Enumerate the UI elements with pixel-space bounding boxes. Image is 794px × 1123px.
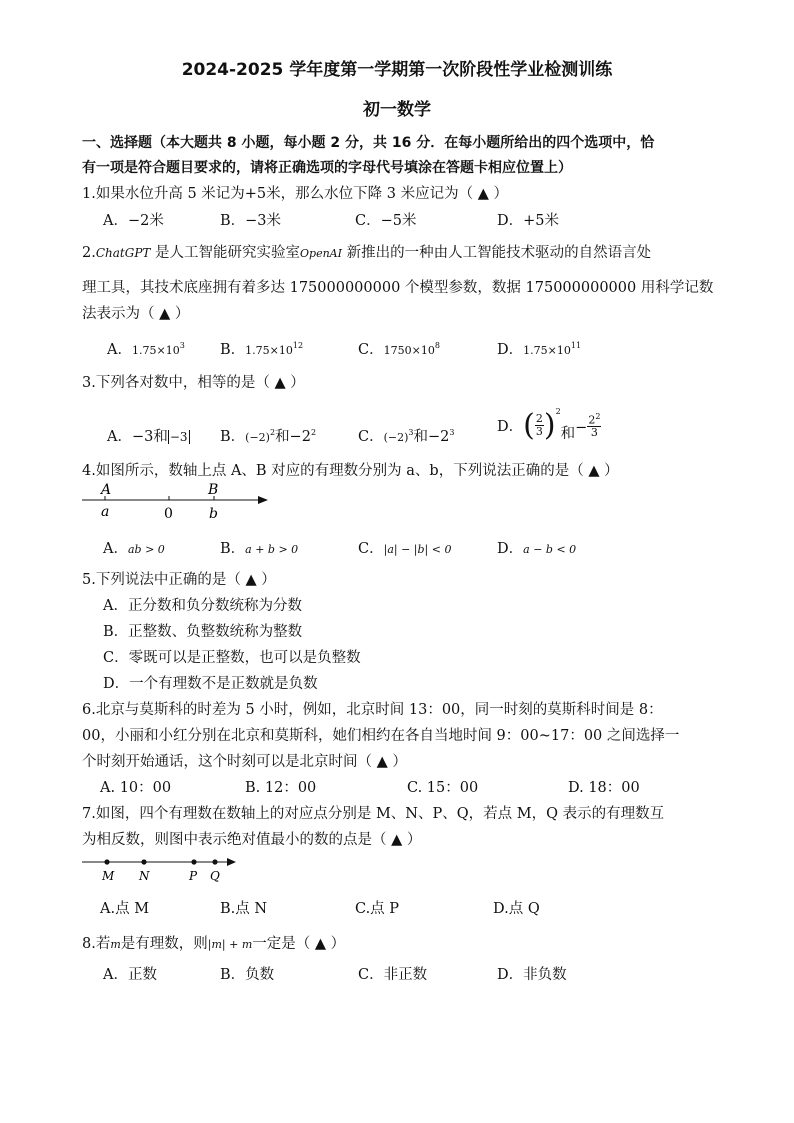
q4-option-c	[358, 537, 451, 558]
q8-option-c: C．非正数	[358, 967, 428, 983]
q2-option-c-exponent: 8	[434, 341, 440, 351]
question-3-stem: 3.下列各对数中，相等的是（ ▲ ）	[82, 375, 305, 391]
q7-option-b: B.点 N	[220, 901, 268, 917]
q4-label-zero: 0	[164, 506, 173, 522]
q4-option-c-label: C．	[358, 541, 384, 557]
q5-option-a: A．正分数和负分数统称为分数	[103, 598, 302, 614]
q5-option-d: D．一个有理数不是正数就是负数	[103, 676, 318, 692]
q6-option-c: C. 15：00	[407, 780, 479, 796]
q7-point-M	[104, 859, 109, 864]
q6-option-a: A. 10：00	[100, 780, 172, 796]
q3-option-d-and: 和	[560, 425, 576, 442]
q2-option-b-label: B．	[220, 342, 246, 358]
q2-option-a-exponent: 3	[179, 341, 185, 351]
q3-option-d	[497, 405, 601, 445]
q2-option-a-mantissa: 1.75×10	[131, 344, 180, 357]
q3-option-d-den: 3	[535, 424, 543, 438]
question-8-stem	[82, 932, 345, 953]
question-4-stem: 4.如图所示，数轴上点 A、B 对应的有理数分别为 a、b，下列说法正确的是（ ▲ ）	[82, 463, 619, 479]
q3-option-d-exp: 2	[555, 407, 561, 416]
q7-point-P	[191, 859, 196, 864]
q3-option-d-fraction2	[587, 411, 601, 440]
question-7-line2: 为相反数，则图中表示绝对值最小的数的点是（ ▲ ）	[82, 832, 422, 848]
q6-option-d: D. 18：00	[568, 780, 640, 796]
question-6-line1: 6.北京与莫斯科的时差为 5 小时，例如，北京时间 13：00，同一时刻的莫斯科时间是 8：	[82, 702, 663, 718]
q3-option-d-num2-wrap	[587, 411, 601, 428]
q3-option-d-num2-exp: 2	[595, 411, 601, 421]
q7-point-N	[141, 859, 146, 864]
q2-option-c-mantissa: 1750×10	[383, 344, 435, 357]
q5-option-c: C．零既可以是正整数，也可以是负整数	[103, 650, 361, 666]
q2-option-b-mantissa: 1.75×10	[245, 344, 293, 357]
q2-option-c-label: C．	[358, 342, 384, 358]
q3-option-c-exp: 3	[408, 428, 414, 438]
q8-option-b: B．负数	[220, 967, 275, 983]
q3-option-c-exp2: 3	[449, 428, 455, 438]
question-7-line1: 7.如图，四个有理数在数轴上的对应点分别是 M、N、P、Q，若点 M，Q 表示的有理数互	[82, 806, 665, 822]
q3-option-b-exp2: 2	[310, 428, 317, 438]
q3-option-a	[107, 425, 190, 446]
q8-variable-m: m	[110, 938, 121, 951]
q2-number: 2.	[82, 245, 96, 261]
q1-option-c: C．−5米	[355, 213, 417, 229]
q4-option-d-label: D．	[497, 541, 524, 557]
q3-option-a-abs: −3	[169, 430, 188, 444]
q4-option-a-expr: ab > 0	[127, 543, 165, 556]
q4-option-b	[220, 537, 298, 558]
q7-number-line	[78, 852, 248, 886]
q2-option-a	[107, 338, 185, 359]
q2-option-b	[220, 338, 303, 359]
section-heading-line1: 一、选择题（本大题共 8 小题，每小题 2 分，共 16 分．在每小题所给出的四个选项中，恰	[82, 135, 655, 151]
page-subtitle: 初一数学	[363, 100, 431, 120]
q4-option-c-expr: |a| − |b| < 0	[383, 543, 452, 556]
q4-number-line	[78, 478, 278, 524]
q1-option-b: B．−3米	[220, 213, 282, 229]
question-5-stem: 5.下列说法中正确的是（ ▲ ）	[82, 572, 276, 588]
q4-option-a-label: A．	[103, 541, 128, 557]
q3-option-d-label: D．	[497, 418, 524, 435]
q8-option-d: D．非负数	[497, 967, 567, 983]
q3-option-a-label: A．	[107, 429, 132, 445]
question-2-line1	[82, 241, 651, 262]
q6-option-b: B. 12：00	[245, 780, 317, 796]
q2-option-d	[497, 338, 581, 359]
q4-option-b-label: B．	[220, 541, 246, 557]
question-6-line3: 个时刻开始通话，这个时刻可以是北京时间（ ▲ ）	[82, 754, 407, 770]
q7-label-P: P	[189, 869, 198, 883]
q3-option-d-lparen: (	[523, 407, 535, 443]
q8-expression: |m| + m	[207, 938, 253, 951]
q2-option-d-mantissa: 1.75×10	[523, 344, 571, 357]
q3-option-b-and: 和−2	[275, 429, 311, 445]
q4-label-a: a	[101, 504, 110, 520]
q3-option-c	[358, 425, 454, 446]
q3-option-b-exp: 2	[269, 428, 276, 438]
question-6-line2: 00，小丽和小红分别在北京和莫斯科，她们相约在各自当地时间 9：00~17：00 之间选择一	[82, 728, 680, 744]
q3-option-d-num2: 2	[588, 413, 596, 427]
q3-option-c-and: 和−2	[413, 429, 450, 445]
q8-pre: 8.若	[82, 936, 111, 952]
q3-option-d-num: 2	[535, 411, 543, 425]
q2-option-b-exponent: 12	[292, 341, 304, 351]
q5-option-b: B．正整数、负整数统称为整数	[103, 624, 303, 640]
q7-option-a: A.点 M	[100, 901, 150, 917]
q7-option-d: D.点 Q	[493, 901, 540, 917]
q3-option-b-base: (−2)	[245, 431, 270, 444]
q4-option-b-expr: a + b > 0	[245, 543, 299, 556]
q2-stem-mid: 是人工智能研究实验室	[150, 245, 301, 261]
q7-label-M: M	[102, 869, 115, 883]
q7-axis-arrow	[227, 858, 236, 866]
section-heading-line2: 有一项是符合题目要求的，请将正确选项的字母代号填涂在答题卡相应位置上）	[82, 160, 572, 176]
q3-option-c-label: C．	[358, 429, 384, 445]
page-title: 2024-2025 学年度第一学期第一次阶段性学业检测训练	[181, 60, 613, 80]
question-2-line3: 法表示为（ ▲ ）	[82, 306, 190, 322]
q4-label-B: B	[208, 482, 219, 498]
q2-option-d-label: D．	[497, 342, 524, 358]
q4-option-d-expr: a − b < 0	[523, 543, 577, 556]
q2-openai: OpenAI	[300, 247, 342, 260]
q2-option-a-label: A．	[107, 342, 132, 358]
q7-option-c: C.点 P	[355, 901, 400, 917]
question-1-stem: 1.如果水位升高 5 米记为+5米，那么水位下降 3 米应记为（ ▲ ）	[82, 186, 508, 202]
q2-stem-post: 新推出的一种由人工智能技术驱动的自然语言处	[341, 245, 652, 261]
q2-option-d-exponent: 11	[570, 341, 582, 351]
question-2-line2: 理工具，其技术底座拥有着多达 175000000000 个模型参数，数据 175000000000 用科学记数	[82, 280, 714, 296]
q8-post: 一定是（ ▲ ）	[252, 936, 346, 952]
q4-label-b: b	[209, 506, 218, 522]
q1-option-d: D．+5米	[497, 213, 560, 229]
q3-option-a-left: −3和	[131, 429, 168, 445]
q3-option-d-den2: 3	[590, 426, 598, 440]
q4-axis-arrow	[258, 496, 268, 504]
q3-option-b-label: B．	[220, 429, 246, 445]
q1-option-a: A．−2米	[103, 213, 164, 229]
q3-option-c-base: (−2)	[383, 431, 409, 444]
q2-chatgpt: ChatGPT	[95, 246, 151, 260]
q7-label-Q: Q	[210, 869, 220, 883]
q4-option-a	[103, 537, 165, 558]
q4-label-A: A	[101, 482, 112, 498]
q4-option-d	[497, 537, 576, 558]
q7-point-Q	[212, 859, 217, 864]
q3-option-d-neg: −	[575, 420, 588, 436]
q2-option-c	[358, 338, 440, 359]
q7-label-N: N	[139, 869, 150, 883]
q3-option-d-rparen: )	[543, 407, 556, 443]
q3-option-d-fraction	[535, 413, 544, 438]
q3-option-b	[220, 425, 316, 446]
q8-option-a: A．正数	[103, 967, 157, 983]
q8-mid: 是有理数，则	[120, 936, 208, 952]
